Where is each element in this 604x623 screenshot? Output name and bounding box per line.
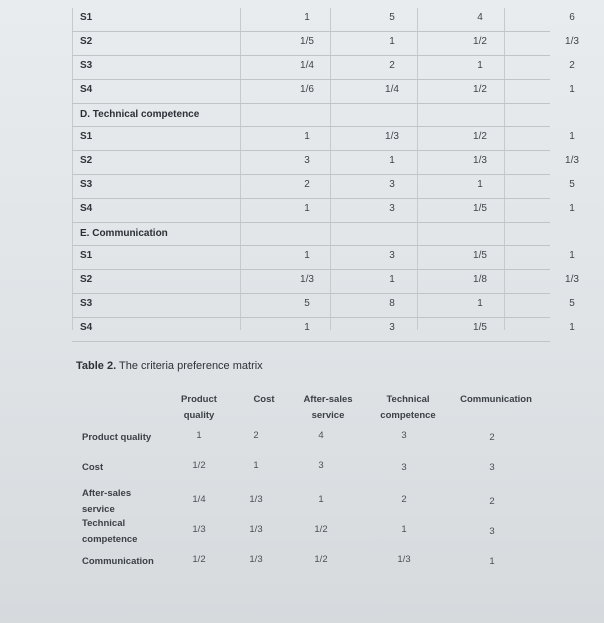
cell: 3	[389, 203, 395, 214]
row-label-line: competence	[82, 534, 138, 545]
technical-competence-block	[72, 127, 579, 223]
cell: 1	[569, 131, 575, 142]
row-label: S4	[80, 322, 93, 333]
section-header	[72, 104, 550, 127]
cell: 2	[389, 60, 395, 71]
table-caption	[76, 360, 263, 372]
cell: 1/8	[473, 274, 487, 285]
cell: 1/2	[314, 554, 328, 565]
row-label-line: After-sales	[82, 488, 132, 499]
row-label: S4	[80, 203, 93, 214]
row-label: S1	[80, 250, 93, 261]
cell: 1/6	[300, 84, 314, 95]
column-header	[448, 392, 544, 408]
header-line: After-sales	[303, 394, 353, 405]
header-line: service	[311, 410, 345, 421]
row-label: S3	[80, 179, 93, 190]
row-label	[82, 554, 154, 570]
cell: 1/5	[300, 36, 314, 47]
cell: 1	[477, 60, 483, 71]
section-title: D. Technical competence	[80, 109, 200, 120]
cell: 1/3	[565, 36, 579, 47]
cell: 1	[401, 524, 407, 535]
header-line: Technical	[386, 394, 430, 405]
cell: 3	[389, 179, 395, 190]
table-row	[72, 246, 575, 270]
cell: 3	[489, 462, 495, 473]
cell: 6	[569, 12, 575, 23]
cell: 1/2	[314, 524, 328, 535]
row-label-line: service	[82, 504, 115, 515]
table-row	[72, 32, 579, 56]
row-label: S3	[80, 298, 93, 309]
cell: 3	[304, 155, 310, 166]
cell: 1	[389, 155, 395, 166]
column-header	[234, 392, 294, 408]
table-row	[72, 270, 579, 294]
cell: 1/3	[473, 155, 487, 166]
row-label: S1	[80, 12, 93, 23]
table-row	[72, 8, 575, 32]
cell: 1	[569, 203, 575, 214]
cell: 1/2	[192, 554, 206, 565]
cell: 2	[401, 494, 407, 505]
cell: 4	[318, 430, 324, 441]
cell: 4	[477, 12, 483, 23]
cell: 3	[318, 460, 324, 471]
row-label-line: Product quality	[82, 432, 152, 443]
cell: 1	[253, 460, 259, 471]
cell: 1	[477, 179, 483, 190]
cell: 5	[389, 12, 395, 23]
cell: 1/4	[385, 84, 399, 95]
cell: 1/2	[473, 131, 487, 142]
cell: 1	[304, 12, 310, 23]
cell: 1	[389, 36, 395, 47]
cell: 3	[401, 430, 407, 441]
header-line: Communication	[460, 394, 532, 405]
cell: 1/3	[565, 155, 579, 166]
cell: 1	[569, 250, 575, 261]
table-row	[72, 56, 575, 80]
cell: 1/3	[249, 554, 263, 565]
cell: 2	[253, 430, 259, 441]
header-line: Cost	[253, 394, 275, 405]
communication-block	[72, 246, 579, 342]
cell: 3	[489, 526, 495, 537]
cell: 1/3	[249, 494, 263, 505]
top-block	[72, 8, 579, 104]
cell: 1/3	[300, 274, 314, 285]
cell: 5	[304, 298, 310, 309]
row-label	[82, 516, 137, 548]
header-line: competence	[380, 410, 436, 421]
cell: 2	[489, 432, 495, 443]
row-label-line: Cost	[82, 462, 104, 473]
table-row	[72, 175, 575, 199]
cell: 1/3	[192, 524, 206, 535]
cell: 1/5	[473, 203, 487, 214]
cell: 1/3	[385, 131, 399, 142]
cell: 3	[401, 462, 407, 473]
row-label	[82, 430, 151, 446]
cell: 1	[304, 203, 310, 214]
cell: 1/3	[249, 524, 263, 535]
caption-label: Table 2.	[76, 360, 117, 372]
cell: 1/4	[300, 60, 314, 71]
cell: 2	[304, 179, 310, 190]
row-label	[82, 460, 103, 476]
cell: 1/2	[192, 460, 206, 471]
caption-text: The criteria preference matrix	[116, 360, 263, 372]
cell: 1	[489, 556, 495, 567]
cell: 1	[196, 430, 202, 441]
table-row	[72, 294, 575, 318]
table-row	[72, 80, 575, 104]
table-row	[72, 199, 575, 223]
cell: 1/3	[565, 274, 579, 285]
section-header	[72, 223, 550, 246]
header-line: quality	[183, 410, 215, 421]
cell: 1	[304, 250, 310, 261]
cell: 1/2	[473, 84, 487, 95]
row-label-line: Technical	[82, 518, 126, 529]
cell: 1/5	[473, 322, 487, 333]
row-label: S4	[80, 84, 93, 95]
cell: 1/3	[397, 554, 411, 565]
column-header	[164, 392, 234, 424]
table-row	[72, 151, 579, 175]
cell: 1	[304, 131, 310, 142]
cell: 1/2	[473, 36, 487, 47]
row-label: S2	[80, 155, 93, 166]
column-header	[288, 392, 368, 424]
column-header	[370, 392, 446, 424]
cell: 1	[318, 494, 324, 505]
row-label	[82, 486, 131, 518]
cell: 2	[489, 496, 495, 507]
section-title: E. Communication	[80, 228, 168, 239]
cell: 3	[389, 250, 395, 261]
cell: 8	[389, 298, 395, 309]
cell: 1	[389, 274, 395, 285]
cell: 1	[569, 322, 575, 333]
row-label: S3	[80, 60, 93, 71]
row-label: S2	[80, 36, 93, 47]
cell: 5	[569, 298, 575, 309]
cell: 2	[569, 60, 575, 71]
table-row	[72, 318, 575, 342]
cell: 1	[477, 298, 483, 309]
cell: 5	[569, 179, 575, 190]
cell: 1	[304, 322, 310, 333]
row-label-line: Communication	[82, 556, 154, 567]
cell: 3	[389, 322, 395, 333]
comparison-matrix	[72, 8, 579, 342]
row-label: S1	[80, 131, 93, 142]
header-line: Product	[181, 394, 217, 405]
cell: 1	[569, 84, 575, 95]
table-row	[72, 127, 575, 151]
cell: 1/4	[192, 494, 206, 505]
cell: 1/5	[473, 250, 487, 261]
row-label: S2	[80, 274, 93, 285]
